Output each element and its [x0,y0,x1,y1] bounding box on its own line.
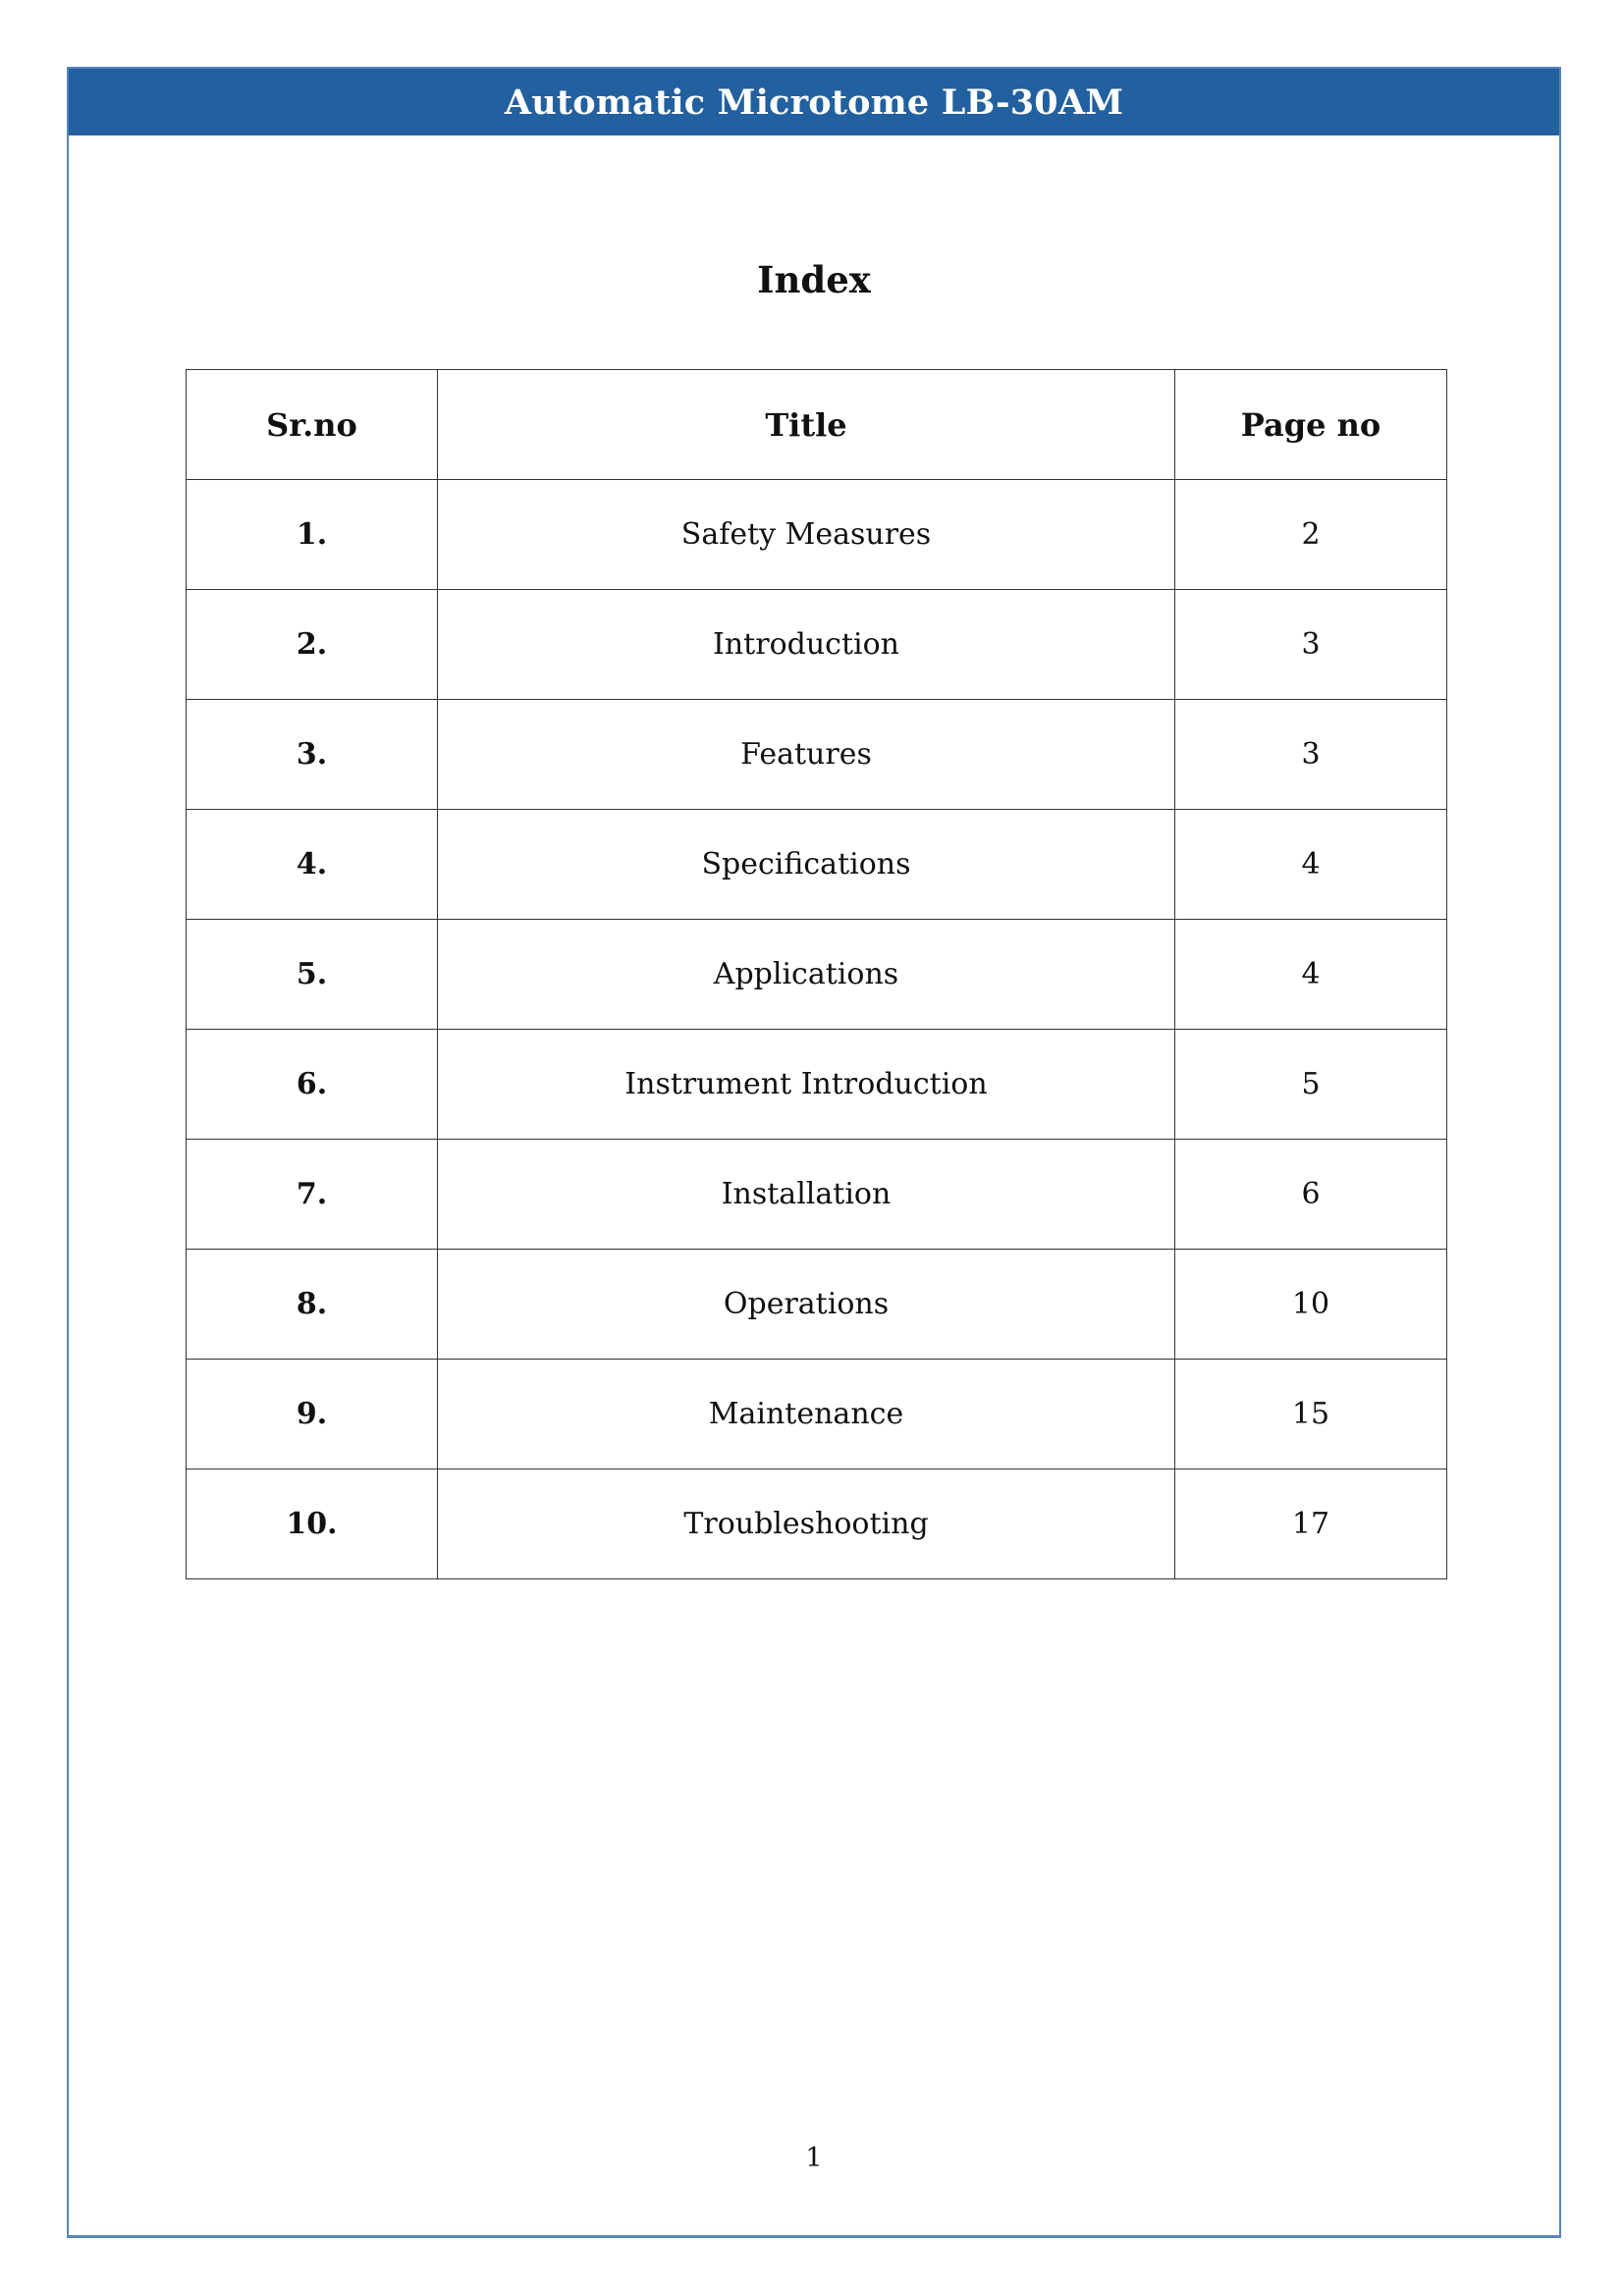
row-page-no: 3 [1175,590,1447,700]
row-title: Features [438,700,1175,810]
table-row [187,810,1447,920]
row-title: Installation [438,1140,1175,1250]
row-sr-no: 6. [187,1030,438,1140]
page-number: 1 [805,2143,823,2173]
row-sr-no: 10. [187,1469,438,1579]
row-page-no: 4 [1175,810,1447,920]
row-sr-no: 3. [187,700,438,810]
column-header-title: Title [438,370,1175,480]
row-page-no: 2 [1175,480,1447,590]
page-frame [67,67,1561,2238]
row-sr-no: 8. [187,1250,438,1360]
row-sr-no: 9. [187,1360,438,1469]
row-page-no: 5 [1175,1030,1447,1140]
table-row [187,700,1447,810]
row-page-no: 4 [1175,920,1447,1030]
row-title: Applications [438,920,1175,1030]
table-row [187,1030,1447,1140]
index-table [186,369,1447,1579]
row-sr-no: 2. [187,590,438,700]
document-title: Automatic Microtome LB-30AM [504,81,1124,123]
row-page-no: 3 [1175,700,1447,810]
row-page-no: 15 [1175,1360,1447,1469]
table-row [187,1360,1447,1469]
row-sr-no: 1. [187,480,438,590]
row-sr-no: 5. [187,920,438,1030]
row-title: Operations [438,1250,1175,1360]
table-row [187,1140,1447,1250]
row-sr-no: 4. [187,810,438,920]
row-title: Maintenance [438,1360,1175,1469]
table-row [187,590,1447,700]
index-heading: Index [757,258,871,301]
row-page-no: 17 [1175,1469,1447,1579]
table-row [187,480,1447,590]
row-page-no: 10 [1175,1250,1447,1360]
row-title: Instrument Introduction [438,1030,1175,1140]
table-row [187,920,1447,1030]
row-title: Specifications [438,810,1175,920]
table-row [187,1469,1447,1579]
row-sr-no: 7. [187,1140,438,1250]
column-header-sr-no: Sr.no [187,370,438,480]
table-header-row [187,370,1447,480]
column-header-page-no: Page no [1175,370,1447,480]
row-title: Safety Measures [438,480,1175,590]
row-title: Introduction [438,590,1175,700]
document-header [69,69,1559,135]
table-row [187,1250,1447,1360]
row-title: Troubleshooting [438,1469,1175,1579]
row-page-no: 6 [1175,1140,1447,1250]
